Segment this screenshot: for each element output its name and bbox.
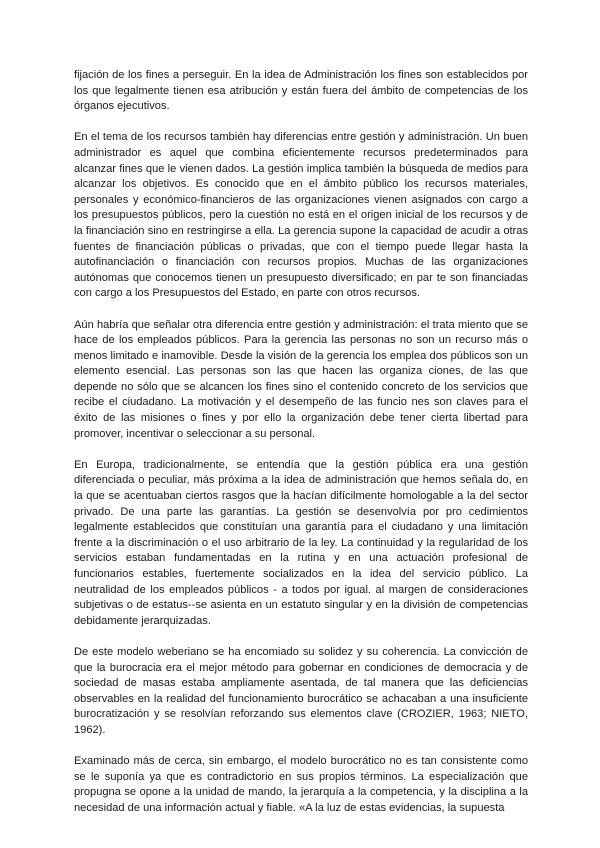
paragraph-fines: fijación de los fines a perseguir. En la idea de Administración los fines son establecidos por los que legalmente tienen esa atribución y están fuera del ámbito de competencias de los órganos ejecutivos. [74,69,528,113]
paragraph-modelo-burocratico: Examinado más de cerca, sin embargo, el modelo burocrático no es tan consistente como se le suponía ya que es contradictorio en sus propios términos. La especialización que propugna se opone a la unidad de mando, la jerarquía a la competencia, y la disciplina a la necesidad de una información actual y fiable. «A la luz de estas evidencias, la supuesta [74,755,528,814]
document-page [74,68,528,817]
paragraph-recursos: En el tema de los recursos también hay diferencias entre gestión y administración. Un buen administrador es aquel que combina eficientemente recursos predeterminados para alcanzar fines que le vienen dados. La gestión implica también la búsqueda de medios para alcanzar los objetivos. Es conocido que en el ámbito público los recursos materiales, personales y económico-financieros de las organizaciones vienen asignados con cargo a los presupuestos públicos, pero la cuestión no está en el origen inicial de los recursos y de la financiación sino en restringirse a ella. La gerencia supone la capacidad de acudir a otras fuentes de financiación públicas o privadas, que con el tiempo puede llegar hasta la autofinanciación o financiación con recursos propios. Muchas de las organizaciones autónomas que conocemos tienen un presupuesto diversificado; en par te son financiadas con cargo a los Presupuestos del Estado, en parte con otros recursos. [74,131,528,300]
paragraph-europa: En Europa, tradicionalmente, se entendía que la gestión pública era una gestión diferenciada o peculiar, más próxima a la idea de administración que hemos señala do, en la que se acentuaban ciertos rasgos que la hacían difícilmente homologable a la del sector privado. De una parte las garantías. La gestión se desenvolvía por pro cedimientos legalmente establecidos que constituían una garantía para el ciudadano y una limitación frente a la discriminación o el uso arbitrario de la ley. La continuidad y la regularidad de los servicios estaban fundamentadas en la rutina y en una actuación profesional de funcionarios estables, fuertemente socializados en la idea del servicio público. La neutralidad de los empleados públicos - a todos por igual. al margen de consideraciones subjetivas o de estatus--se asienta en un estatuto singular y en la división de competencias debidamente jerarquizadas. [74,458,528,627]
paragraph-empleados-publicos: Aún habría que señalar otra diferencia entre gestión y administración: el trata miento que se hace de los empleados públicos. Para la gerencia las personas no son un recurso más o menos limitado e inamovible. Desde la visión de la gerencia los emplea dos públicos son un elemento esencial. Las personas son las que hacen las organiza ciones, de las que depende no sólo que se alcancen los fines sino el contenido concreto de los servicios que recibe el ciudadano. La motivación y el desempeño de las funcio nes son claves para el éxito de las misiones o fines y por ello la organización debe tener cierta libertad para promover, incentivar o seleccionar a su personal. [74,318,528,440]
paragraph-modelo-weberiano: De este modelo weberiano se ha encomiado su solidez y su coherencia. La convicción de que la burocracia era el mejor método para gobernar en condiciones de democracia y de sociedad de masas estaba ampliamente asentada, de tal manera que las deficiencias observables en la realidad del funcionamiento burocrático se achacaban a una insuficiente burocratización y se resolvían reforzando sus elementos clave (CROZIER, 1963; NIETO, 1962). [74,645,528,736]
